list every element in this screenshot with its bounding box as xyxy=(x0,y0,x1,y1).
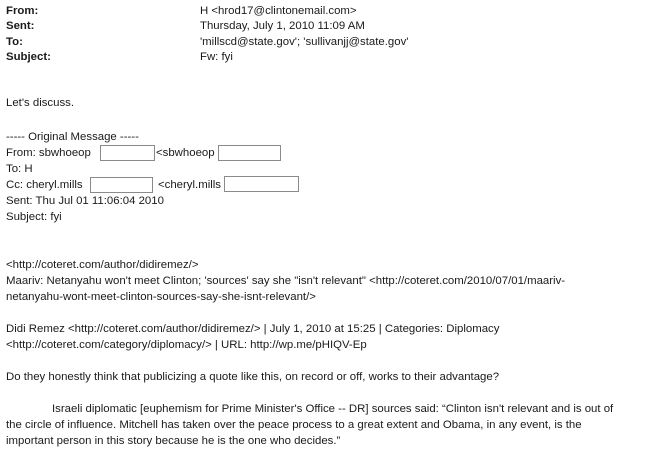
sent-value: Thursday, July 1, 2010 11:09 AM xyxy=(200,20,365,32)
original-cc-name: Cc: cheryl.mills xyxy=(6,179,83,191)
redaction-box xyxy=(100,145,155,161)
original-message-divider: ----- Original Message ----- xyxy=(6,131,139,143)
question-text: Do they honestly think that publicizing a quote like this, on record or off, works to their advantage? xyxy=(6,371,500,383)
to-label: To: xyxy=(6,36,23,48)
article-title-line-2: netanyahu-wont-meet-clinton-sources-say-she-isnt-relevant/> xyxy=(6,291,316,303)
to-value: 'millscd@state.gov'; 'sullivanjj@state.gov' xyxy=(200,36,409,48)
original-from-name: From: sbwhoeop xyxy=(6,147,91,159)
quote-line-2: the circle of influence. Mitchell has taken over the peace process to a great extent and Obama, in any event, is the xyxy=(6,419,582,431)
quote-line-1: Israeli diplomatic [euphemism for Prime Minister's Office -- DR] sources said: “Clinton isn't relevant and is out of xyxy=(52,403,614,415)
original-subject: Subject: fyi xyxy=(6,211,62,223)
original-to: To: H xyxy=(6,163,33,175)
redaction-box xyxy=(90,177,153,193)
subject-label: Subject: xyxy=(6,51,51,63)
original-sent: Sent: Thu Jul 01 11:06:04 2010 xyxy=(6,195,164,207)
subject-value: Fw: fyi xyxy=(200,51,233,63)
from-label: From: xyxy=(6,5,39,17)
article-title-line-1: Maariv: Netanyahu won't meet Clinton; 'sources' say she "isn't relevant" <http://coteret.com/2010/07/01/maariv- xyxy=(6,275,566,287)
lets-discuss-text: Let's discuss. xyxy=(6,97,75,109)
redaction-box xyxy=(224,176,299,192)
original-cc-email: <cheryl.mills xyxy=(158,179,221,191)
original-from-email: <sbwhoeop xyxy=(156,147,215,159)
from-value: H <hrod17@clintonemail.com> xyxy=(200,5,357,17)
author-link: <http://coteret.com/author/didiremez/> xyxy=(6,259,199,271)
redaction-box xyxy=(218,145,281,161)
byline-line-1: Didi Remez <http://coteret.com/author/didiremez/> | July 1, 2010 at 15:25 | Categories: Diplomacy xyxy=(6,323,500,335)
sent-label: Sent: xyxy=(6,20,35,32)
byline-line-2: <http://coteret.com/category/diplomacy/> | URL: http://wp.me/pHIQV-Ep xyxy=(6,339,367,351)
quote-line-3: important person in this story because he is the one who decides.” xyxy=(6,435,341,447)
